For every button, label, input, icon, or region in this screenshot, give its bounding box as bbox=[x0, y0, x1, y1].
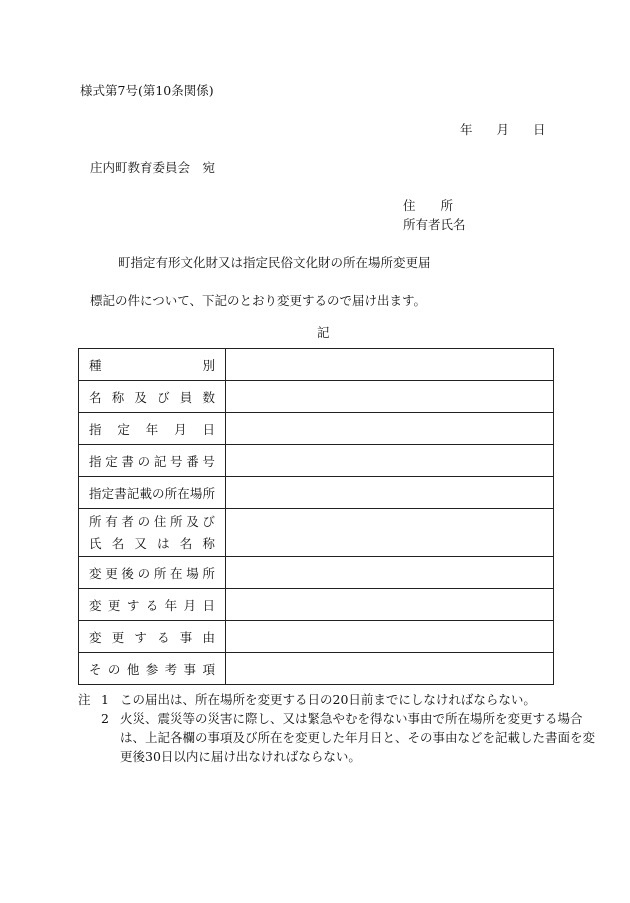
row-label bbox=[89, 484, 215, 502]
label-char: 及 bbox=[134, 389, 147, 405]
row-label-cell bbox=[79, 589, 226, 621]
row-label-cell bbox=[79, 381, 226, 413]
label-char: 所 bbox=[202, 485, 215, 501]
row-label bbox=[89, 660, 215, 678]
row-label-cell bbox=[79, 621, 226, 653]
table-row bbox=[79, 413, 554, 445]
note-text-line: は、上記各欄の事項及び所在を変更した年月日と、その事由などを記載した書面を変 bbox=[120, 730, 596, 745]
row-label bbox=[89, 452, 215, 470]
ki-heading: 記 bbox=[317, 325, 330, 340]
row-value-cell[interactable] bbox=[226, 349, 554, 381]
date-day-label: 日 bbox=[533, 122, 546, 137]
label-char: る bbox=[157, 629, 170, 645]
table-row bbox=[79, 509, 554, 557]
label-char: 変 bbox=[89, 565, 102, 581]
label-char: 載 bbox=[139, 485, 152, 501]
row-label-cell bbox=[79, 445, 226, 477]
label-char: 定 bbox=[105, 453, 118, 469]
label-char: の bbox=[152, 485, 165, 501]
label-char: 事 bbox=[179, 629, 193, 645]
table-row bbox=[79, 621, 554, 653]
label-char: 者 bbox=[121, 513, 134, 529]
label-char: 氏 bbox=[89, 535, 102, 551]
label-char: 指 bbox=[89, 485, 102, 501]
label-char: 及 bbox=[186, 513, 199, 529]
label-char: 他 bbox=[126, 661, 140, 677]
row-value-cell[interactable] bbox=[226, 445, 554, 477]
row-value-cell[interactable] bbox=[226, 653, 554, 685]
label-char: の bbox=[137, 453, 151, 469]
label-char: の bbox=[107, 661, 121, 677]
note-text-line: 火災、震災等の災害に際し、又は緊急やむを得ない事由で所在場所を変更する場合 bbox=[120, 711, 583, 726]
row-label-cell bbox=[79, 413, 226, 445]
table-row bbox=[79, 381, 554, 413]
label-char: 在 bbox=[177, 485, 190, 501]
row-label bbox=[89, 356, 215, 374]
label-char: 変 bbox=[89, 597, 102, 613]
row-label bbox=[89, 564, 215, 582]
label-char: す bbox=[126, 597, 140, 613]
label-char: 年 bbox=[164, 597, 178, 613]
label-char: 年 bbox=[145, 421, 159, 437]
label-char: 書 bbox=[114, 485, 127, 501]
notes-lead: 注 bbox=[78, 692, 91, 707]
label-char: 書 bbox=[121, 453, 134, 469]
table-row bbox=[79, 477, 554, 509]
info-table bbox=[78, 348, 554, 685]
table-row bbox=[79, 557, 554, 589]
row-value-cell[interactable] bbox=[226, 509, 554, 557]
row-label-cell bbox=[79, 349, 226, 381]
label-char: 後 bbox=[121, 565, 134, 581]
label-char: 所 bbox=[164, 485, 178, 501]
label-char: 数 bbox=[202, 389, 215, 405]
label-char: び bbox=[202, 513, 215, 529]
label-char: 記 bbox=[126, 485, 140, 501]
label-char: 所 bbox=[89, 513, 102, 529]
label-char: 所 bbox=[153, 565, 167, 581]
date-year-label: 年 bbox=[460, 122, 473, 137]
label-char: 番 bbox=[186, 453, 199, 469]
table-row bbox=[79, 653, 554, 685]
row-value-cell[interactable] bbox=[226, 589, 554, 621]
row-label-cell bbox=[79, 477, 226, 509]
row-value-cell[interactable] bbox=[226, 413, 554, 445]
row-label bbox=[89, 628, 215, 646]
label-char: 住 bbox=[153, 513, 167, 529]
label-char: 日 bbox=[202, 421, 215, 437]
label-char: 更 bbox=[107, 597, 121, 613]
label-char: 場 bbox=[189, 485, 203, 501]
row-value-cell[interactable] bbox=[226, 557, 554, 589]
note-number: 2 bbox=[101, 711, 109, 726]
label-char: の bbox=[137, 513, 151, 529]
label-char: の bbox=[137, 565, 151, 581]
label-char: 所 bbox=[170, 513, 183, 529]
row-label-cell bbox=[79, 557, 226, 589]
label-char: 名 bbox=[89, 389, 102, 405]
table-row bbox=[79, 349, 554, 381]
label-char: 考 bbox=[164, 661, 178, 677]
label-char: 別 bbox=[202, 357, 215, 373]
row-label bbox=[89, 420, 215, 438]
label-char: 有 bbox=[105, 513, 118, 529]
label-char: 項 bbox=[202, 661, 215, 677]
label-char: す bbox=[134, 629, 147, 645]
row-label-cell bbox=[79, 653, 226, 685]
label-char: 名 bbox=[179, 535, 193, 551]
row-label bbox=[89, 596, 215, 614]
label-char: 月 bbox=[183, 597, 197, 613]
label-char: 又 bbox=[134, 535, 147, 551]
label-char: 所 bbox=[202, 565, 215, 581]
document-title: 町指定有形文化財又は指定民俗文化財の所在場所変更届 bbox=[118, 255, 431, 270]
row-label bbox=[89, 388, 215, 406]
intro-text: 標記の件について、下記のとおり変更するので届け出ます。 bbox=[90, 293, 427, 308]
label-char: 名 bbox=[111, 535, 125, 551]
row-value-cell[interactable] bbox=[226, 381, 554, 413]
form-number: 様式第7号(第10条関係) bbox=[80, 83, 214, 98]
label-char: 称 bbox=[111, 389, 125, 405]
address-label: 住 所 bbox=[403, 198, 454, 213]
label-char: 指 bbox=[89, 453, 102, 469]
row-label bbox=[89, 533, 215, 555]
date-month-label: 月 bbox=[496, 122, 510, 137]
label-char: 指 bbox=[89, 421, 102, 437]
note-text-line: この届出は、所在場所を変更する日の20日前までにしなければならない。 bbox=[120, 692, 536, 707]
label-char: 場 bbox=[186, 565, 199, 581]
label-char: 在 bbox=[170, 565, 183, 581]
table-row bbox=[79, 445, 554, 477]
label-char: び bbox=[157, 389, 170, 405]
label-char: 由 bbox=[202, 629, 215, 645]
row-label bbox=[89, 511, 215, 533]
label-char: 定 bbox=[117, 421, 130, 437]
label-char: 種 bbox=[89, 357, 102, 373]
date-line bbox=[460, 120, 546, 138]
addressee: 庄内町教育委員会 宛 bbox=[90, 160, 216, 175]
label-char: 事 bbox=[183, 661, 197, 677]
label-char: 参 bbox=[145, 661, 159, 677]
label-char: 号 bbox=[170, 453, 183, 469]
label-char: る bbox=[145, 597, 159, 613]
table-row bbox=[79, 589, 554, 621]
owner-name-label: 所有者氏名 bbox=[403, 217, 466, 232]
note-text-line: 更後30日以内に届け出なければならない。 bbox=[120, 749, 361, 764]
row-label-cell bbox=[79, 509, 226, 557]
label-char: 号 bbox=[202, 453, 215, 469]
label-char: そ bbox=[89, 661, 102, 677]
label-char: 更 bbox=[105, 565, 118, 581]
label-char: 変 bbox=[89, 629, 102, 645]
row-value-cell[interactable] bbox=[226, 621, 554, 653]
label-char: 定 bbox=[101, 485, 115, 501]
label-char: は bbox=[157, 535, 170, 551]
label-char: 員 bbox=[179, 389, 193, 405]
row-value-cell[interactable] bbox=[226, 477, 554, 509]
label-char: 更 bbox=[111, 629, 125, 645]
note-number: 1 bbox=[101, 692, 109, 707]
label-char: 称 bbox=[202, 535, 215, 551]
label-char: 月 bbox=[174, 421, 187, 437]
label-char: 記 bbox=[153, 453, 167, 469]
label-char: 日 bbox=[202, 597, 215, 613]
